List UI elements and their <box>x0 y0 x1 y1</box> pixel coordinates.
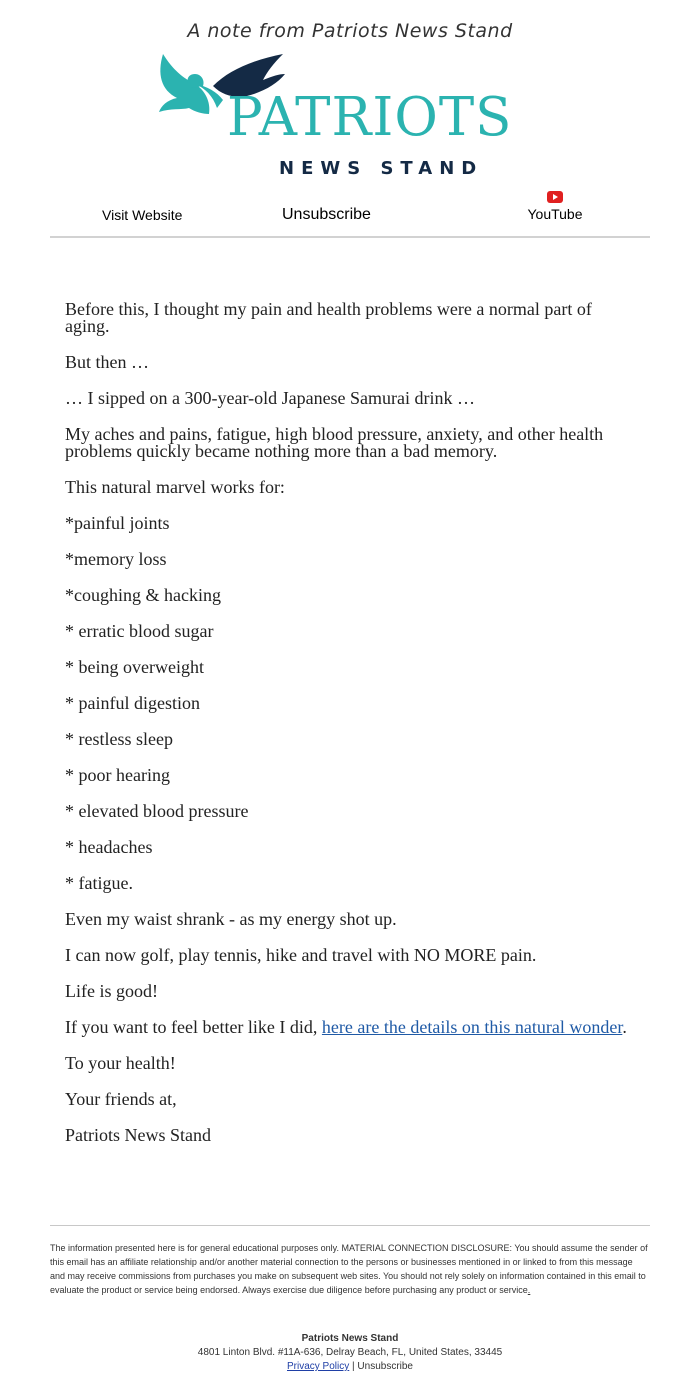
paragraph-samurai-drink: … I sipped on a 300-year-old Japanese Samurai drink … <box>65 388 476 408</box>
footer-separator: | <box>349 1361 358 1372</box>
visit-website-link[interactable]: Visit Website <box>102 207 183 223</box>
list-item: *painful joints <box>65 513 170 533</box>
header-unsubscribe-link[interactable]: Unsubscribe <box>282 206 371 223</box>
list-item: * headaches <box>65 837 153 857</box>
paragraph-golf: I can now golf, play tennis, hike and travel with NO MORE pain. <box>65 945 537 965</box>
paragraph-works-for: This natural marvel works for: <box>65 477 285 497</box>
disclaimer-link[interactable]: . <box>527 1285 531 1295</box>
paragraph-to-your-health: To your health! <box>65 1053 176 1073</box>
paragraph-intro: Before this, I thought my pain and health problems were a normal part of aging. <box>65 299 592 336</box>
paragraph-cta <box>65 1019 640 1036</box>
paragraph-signature: Patriots News Stand <box>65 1125 211 1145</box>
list-item: * painful digestion <box>65 693 200 713</box>
cta-prefix: If you want to feel better like I did, <box>65 1017 322 1037</box>
youtube-label: YouTube <box>527 206 583 222</box>
list-item: * elevated blood pressure <box>65 801 249 821</box>
cta-suffix: . <box>622 1017 627 1037</box>
disclaimer-text: The information presented here is for general educational purposes only. MATERIAL CONNECTION DISCLOSURE: You should assume the sender of this email has an affiliate relationship and/or another material connection to the persons or businesses mentioned in or linked to from this message and may receive commissions from purchases you make on subsequent web sites. You should not rely solely on information contained in this email to evaluate the product or service being endorsed. Always exercise due diligence before purchasing any product or service <box>50 1243 648 1295</box>
logo-title: PATRIOTS <box>227 87 513 148</box>
list-item: * being overweight <box>65 657 204 677</box>
email-body <box>65 301 640 1163</box>
paragraph-waist: Even my waist shrank - as my energy shot up. <box>65 909 397 929</box>
email-tagline: A note from Patriots News Stand <box>187 20 513 42</box>
paragraph-but-then: But then … <box>65 352 149 372</box>
youtube-link[interactable] <box>527 191 583 222</box>
logo-subtitle: NEWS STAND <box>279 158 484 179</box>
footer-address: 4801 Linton Blvd. #11A-636, Delray Beach, FL, United States, 33445 <box>197 1347 503 1358</box>
footer-company-name: Patriots News Stand <box>301 1333 399 1344</box>
disclaimer <box>50 1241 650 1297</box>
footer-links <box>0 1360 700 1374</box>
footer-divider <box>50 1225 650 1226</box>
paragraph-aches: My aches and pains, fatigue, high blood pressure, anxiety, and other health problems quickly became nothing more than a bad memory. <box>65 424 604 461</box>
privacy-policy-link[interactable]: Privacy Policy <box>287 1361 350 1372</box>
list-item: * poor hearing <box>65 765 170 785</box>
paragraph-life-is-good: Life is good! <box>65 981 158 1001</box>
header-divider <box>50 236 650 238</box>
list-item: * erratic blood sugar <box>65 621 214 641</box>
list-item: * restless sleep <box>65 729 173 749</box>
list-item: *memory loss <box>65 549 167 569</box>
paragraph-your-friends: Your friends at, <box>65 1089 177 1109</box>
details-link[interactable]: here are the details on this natural wonder <box>321 1017 623 1037</box>
list-item: * fatigue. <box>65 873 133 893</box>
footer-unsubscribe-link[interactable]: Unsubscribe <box>357 1361 413 1372</box>
youtube-icon <box>547 191 563 203</box>
patriots-news-stand-logo <box>155 52 545 182</box>
list-item: *coughing & hacking <box>65 585 221 605</box>
footer <box>0 1332 700 1374</box>
